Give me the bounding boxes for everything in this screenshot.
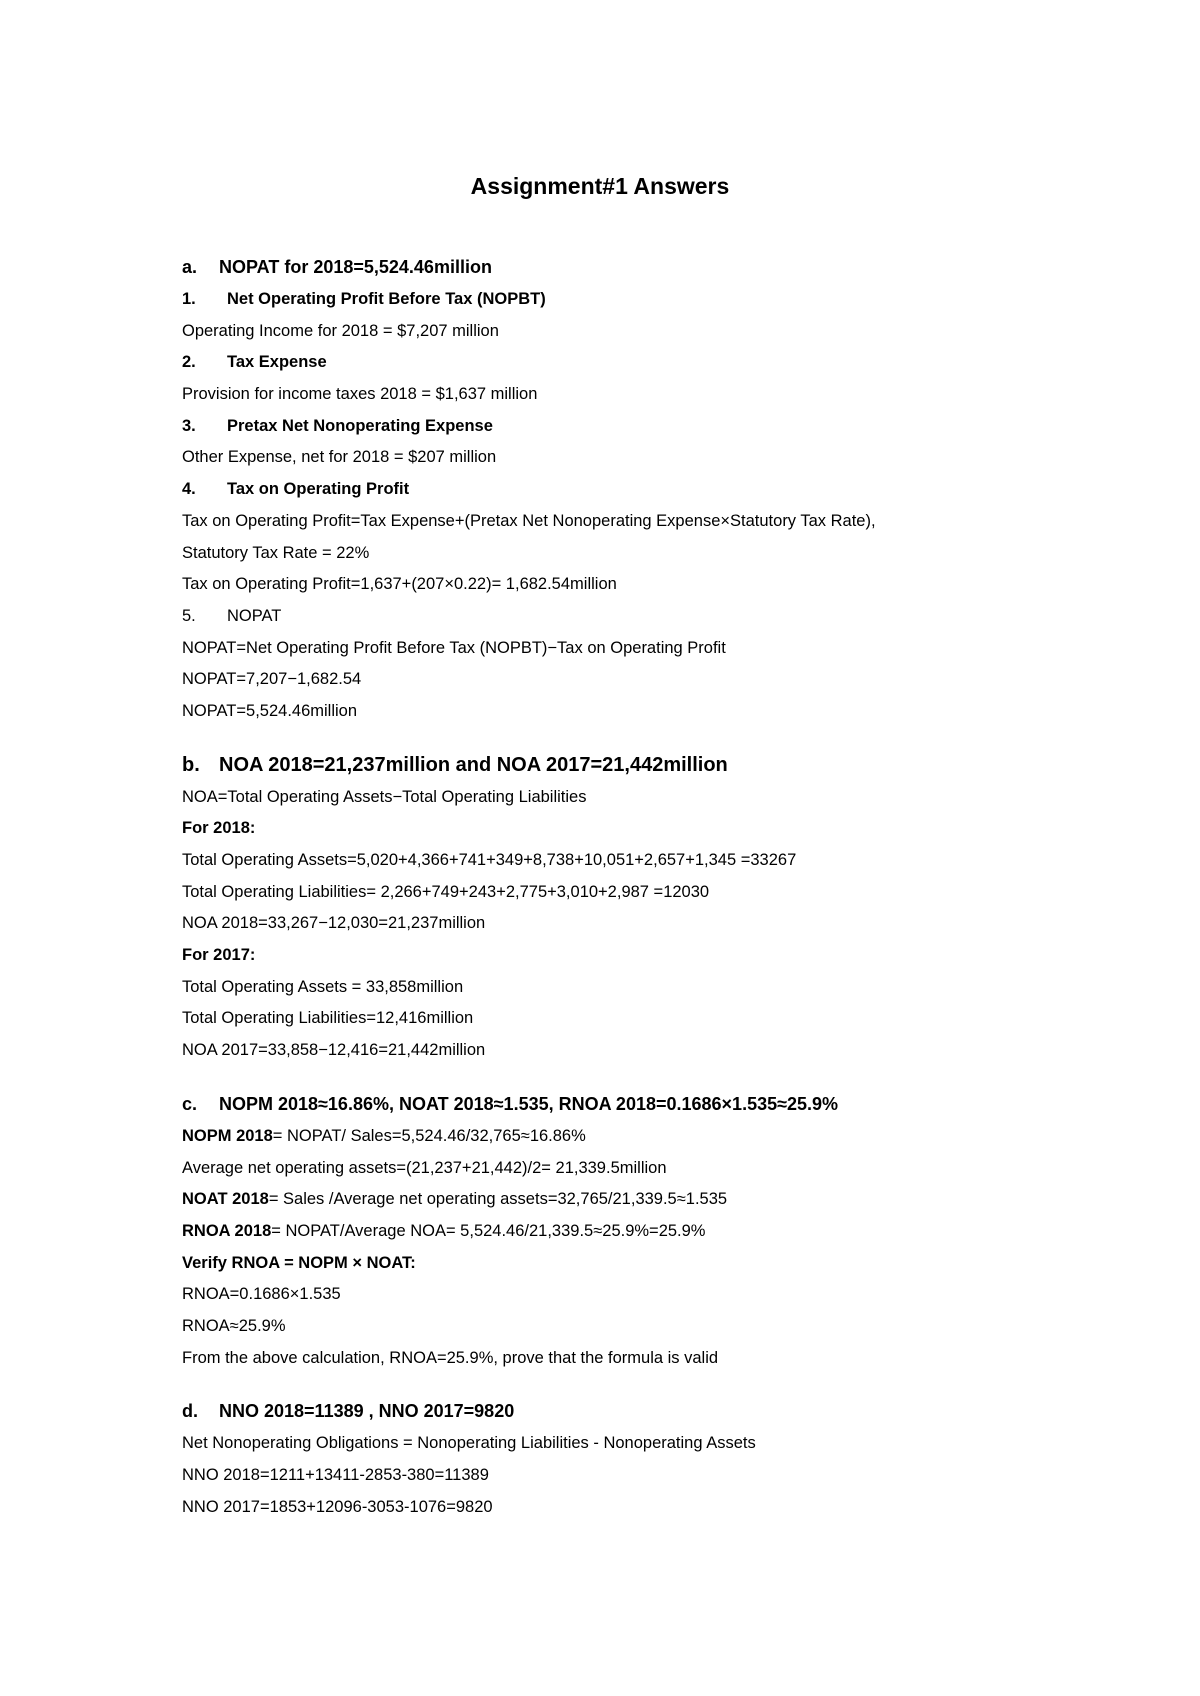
item-2-number: 2. — [182, 353, 196, 372]
rnoa-conclusion: From the above calculation, RNOA=25.9%, prove that the formula is valid — [182, 1348, 719, 1367]
section-c-heading — [182, 1088, 1142, 1121]
average-noa-line: Average net operating assets=(21,237+21,442)/2= 21,339.5million — [182, 1158, 667, 1177]
section-b-letter: b. — [182, 753, 200, 776]
item-3-number: 3. — [182, 416, 196, 435]
item-2-text: Provision for income taxes 2018 = $1,637 million — [182, 385, 538, 404]
noa-formula: NOA=Total Operating Assets−Total Operating Liabilities — [182, 787, 587, 806]
section-a-letter: a. — [182, 257, 198, 277]
rnoa-calc-line-2: RNOA≈25.9% — [182, 1316, 286, 1335]
noat-text: = Sales /Average net operating assets=32,765/21,339.5≈1.535 — [268, 1190, 728, 1209]
item-2-label: Tax Expense — [227, 353, 327, 372]
item-4-number: 4. — [182, 480, 196, 499]
noat-line — [182, 1184, 1142, 1216]
item-2-heading — [182, 347, 1142, 379]
rnoa-line — [182, 1216, 1142, 1248]
section-c-title: NOPM 2018≈16.86%, NOAT 2018≈1.535, RNOA 2018=0.1686×1.535≈25.9% — [219, 1093, 839, 1114]
item-4-heading — [182, 474, 1142, 506]
item-4-text-3: Tax on Operating Profit=1,637+(207×0.22)= 1,682.54million — [182, 575, 617, 594]
item-1-text: Operating Income for 2018 = $7,207 million — [182, 321, 499, 340]
noa-2017-line-2: Total Operating Liabilities=12,416million — [182, 1009, 474, 1028]
section-d-letter: d. — [182, 1401, 198, 1422]
for-2017-label: For 2017: — [182, 946, 256, 965]
noat-label: NOAT 2018 — [182, 1190, 269, 1209]
item-5-number: 5. — [182, 606, 196, 625]
item-1-label: Net Operating Profit Before Tax (NOPBT) — [227, 290, 546, 308]
nno-2017-line: NNO 2017=1853+12096-3053-1076=9820 — [182, 1497, 493, 1516]
nopm-line — [182, 1121, 1142, 1153]
item-1-heading — [182, 284, 1142, 316]
nno-2018-line: NNO 2018=1211+13411-2853-380=11389 — [182, 1466, 489, 1484]
item-1-number: 1. — [182, 290, 196, 308]
section-d-heading — [182, 1395, 1142, 1428]
item-4-text-1: Tax on Operating Profit=Tax Expense+(Pretax Net Nonoperating Expense×Statutory Tax Rate), — [182, 511, 876, 530]
section-b-heading — [182, 749, 1142, 782]
section-c-letter: c. — [182, 1093, 198, 1114]
noa-2018-line-2: Total Operating Liabilities= 2,266+749+243+2,775+3,010+2,987 =12030 — [182, 882, 710, 901]
item-5-text-2: NOPAT=7,207−1,682.54 — [182, 670, 362, 689]
item-4-text-2: Statutory Tax Rate = 22% — [182, 543, 370, 562]
item-5-text-3: NOPAT=5,524.46million — [182, 701, 358, 720]
section-a-heading — [182, 251, 1142, 284]
nopm-text: = NOPAT/ Sales=5,524.46/32,765≈16.86% — [272, 1126, 586, 1145]
nno-formula: Net Nonoperating Obligations = Nonoperating Liabilities - Nonoperating Assets — [182, 1434, 756, 1453]
noa-2017-line-3: NOA 2017=33,858−12,416=21,442million — [182, 1041, 486, 1060]
item-5-label: NOPAT — [227, 606, 282, 625]
item-5-heading — [182, 601, 1142, 633]
rnoa-text: = NOPAT/Average NOA= 5,524.46/21,339.5≈25.9%=25.9% — [271, 1221, 706, 1240]
rnoa-calc-line-1: RNOA=0.1686×1.535 — [182, 1285, 341, 1304]
page-title: Assignment#1 Answers — [470, 173, 730, 199]
noa-2018-line-1: Total Operating Assets=5,020+4,366+741+349+8,738+10,051+2,657+1,345 =33267 — [182, 851, 797, 869]
rnoa-label: RNOA 2018 — [182, 1221, 272, 1240]
for-2018-label: For 2018: — [182, 819, 256, 838]
verify-label: Verify RNOA = NOPM × NOAT: — [182, 1253, 416, 1272]
section-b-title: NOA 2018=21,237million and NOA 2017=21,442million — [219, 753, 728, 776]
section-d-title: NNO 2018=11389 , NNO 2017=9820 — [219, 1401, 515, 1422]
item-3-heading — [182, 411, 1142, 443]
nopm-label: NOPM 2018 — [182, 1126, 273, 1145]
item-3-label: Pretax Net Nonoperating Expense — [227, 416, 493, 435]
document-body — [182, 251, 1142, 1523]
item-3-text: Other Expense, net for 2018 = $207 million — [182, 448, 497, 467]
section-a-title: NOPAT for 2018=5,524.46million — [219, 257, 492, 277]
item-4-label: Tax on Operating Profit — [227, 480, 410, 499]
noa-2017-line-1: Total Operating Assets = 33,858million — [182, 977, 464, 996]
item-5-text-1: NOPAT=Net Operating Profit Before Tax (NOPBT)−Tax on Operating Profit — [182, 638, 726, 657]
noa-2018-line-3: NOA 2018=33,267−12,030=21,237million — [182, 914, 486, 933]
